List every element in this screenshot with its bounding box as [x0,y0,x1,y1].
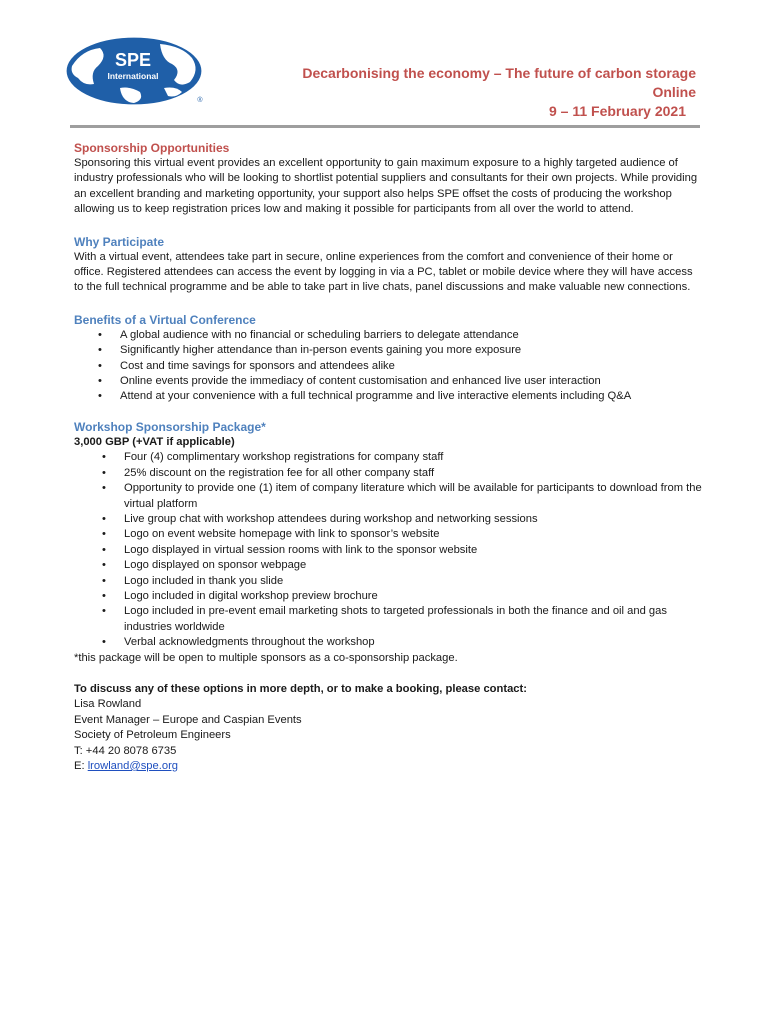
contact-phone: T: +44 20 8078 6735 [74,744,177,757]
list-item: • Logo included in digital workshop preview brochure [74,589,704,604]
list-item: • Attend at your convenience with a full technical programme and live interactive elements including Q&A [74,389,704,404]
package-list [74,450,704,650]
section-contact [74,682,704,774]
list-item: • Cost and time savings for sponsors and attendees alike [74,359,704,374]
contact-email-link[interactable]: lrowland@spe.org [87,760,179,772]
section-why-participate [74,234,704,296]
logo-text-international: International [107,71,159,81]
contact-role: Event Manager – Europe and Caspian Events [74,713,302,726]
package-note: *this package will be open to multiple sponsors as a co-sponsorship package. [74,651,458,664]
sponsorship-paragraph: Sponsoring this virtual event provides an excellent opportunity to gain maximum exposure to a highly targeted audience of industry professionals who will be looking to shortlist potential suppliers and consultants for their own projects. While providing an excellent branding and marketing opportunity, your support also helps SPE offset the costs of producing the workshop allowing us to keep registration prices low and making it possible for participants from all over the world to attend. [74,157,698,216]
package-heading: Workshop Sponsorship Package* [74,419,266,434]
benefits-list [74,328,704,405]
event-dates: 9 – 11 February 2021 [549,103,686,119]
list-item: • Significantly higher attendance than in-person events gaining you more exposure [74,343,704,358]
list-item: • Logo displayed in virtual session rooms with link to the sponsor website [74,543,704,558]
why-heading: Why Participate [74,234,165,249]
logo-text-spe: SPE [114,50,152,70]
logo-registered-mark: ® [197,97,203,104]
contact-name: Lisa Rowland [74,698,142,711]
header-divider [70,125,700,128]
event-title: Decarbonising the economy – The future of carbon storage [302,65,696,81]
event-header [302,64,696,121]
why-paragraph: With a virtual event, attendees take part in secure, online experiences from the comfort and convenience of their home or office. Registered attendees can access the event by logging in via a PC, tablet or mobile device where they will have access to the full technical programme and be able to take part in live chats, panel discussions and make valuable new connections. [74,250,693,294]
list-item: • A global audience with no financial or scheduling barriers to delegate attendance [74,328,704,343]
benefits-heading: Benefits of a Virtual Conference [74,312,256,327]
section-sponsorship [74,140,704,218]
contact-intro: To discuss any of these options in more depth, or to make a booking, please contact: [74,682,527,695]
contact-organisation: Society of Petroleum Engineers [74,729,231,742]
list-item: • Logo displayed on sponsor webpage [74,558,704,573]
spe-logo [64,36,210,106]
list-item: • Verbal acknowledgments throughout the workshop [74,635,704,650]
document-body [74,140,704,790]
list-item: • Logo included in pre-event email marketing shots to targeted professionals in both the finance and oil and gas industries worldwide [74,604,704,635]
list-item: • 25% discount on the registration fee for all other company staff [74,466,704,481]
list-item: • Logo included in thank you slide [74,574,704,589]
list-item: • Logo on event website homepage with link to sponsor’s website [74,527,704,542]
package-price: 3,000 GBP (+VAT if applicable) [74,435,235,448]
list-item: • Opportunity to provide one (1) item of company literature which will be available for participants to download from the virtual platform [74,481,704,512]
list-item: • Live group chat with workshop attendees during workshop and networking sessions [74,512,704,527]
list-item: • Online events provide the immediacy of content customisation and enhanced live user interaction [74,374,704,389]
section-package [74,419,704,666]
sponsorship-heading: Sponsorship Opportunities [74,141,230,155]
event-location: Online [652,84,696,100]
contact-email-line [74,759,704,774]
contact-email-prefix: E: [74,760,88,772]
list-item: • Four (4) complimentary workshop registrations for company staff [74,450,704,465]
section-benefits [74,312,704,405]
